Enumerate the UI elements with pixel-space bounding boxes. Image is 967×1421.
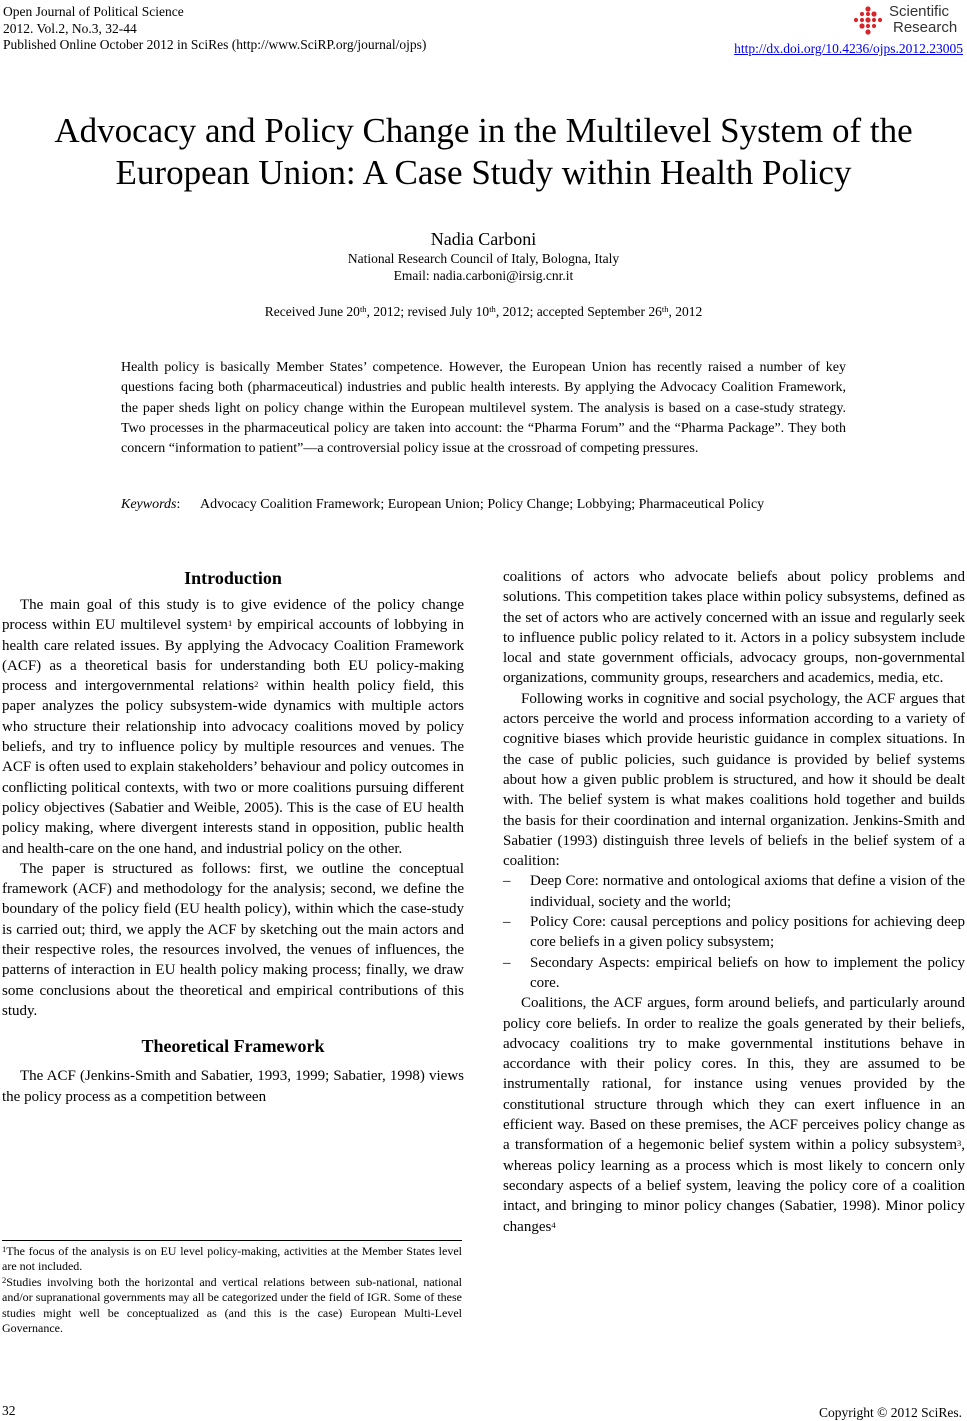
author-affiliation bbox=[0, 250, 967, 284]
section-heading-introduction: Introduction bbox=[184, 568, 282, 588]
footnote-ref-2: 2 bbox=[254, 679, 259, 690]
footnote-ref-3: 3 bbox=[957, 1138, 962, 1149]
intro-paragraph-1 bbox=[2, 595, 464, 859]
intro-p1-b: by empirical accounts of lobbying in health care related issues. By applying the Advocacy Coalition Framework (ACF) as a theoretical basis for understanding both EU policy-making process and intergovernmental relations bbox=[2, 617, 464, 695]
author-name: Nadia Carboni bbox=[430, 229, 537, 249]
logo-text bbox=[889, 4, 957, 36]
footnotes bbox=[2, 1244, 462, 1336]
logo-dot bbox=[865, 6, 870, 11]
journal-volume: 2012. Vol.2, No.3, 32-44 bbox=[3, 20, 137, 36]
revised-sup: th bbox=[489, 304, 496, 314]
keywords: Keywords: Advocacy Coalition Framework; European Union; Policy Change; Lobbying; Pharmaceutical Policy bbox=[121, 495, 846, 515]
keywords-text: Advocacy Coalition Framework; European Union; Policy Change; Lobbying; Pharmaceutical Policy bbox=[200, 497, 765, 512]
list-dash: – bbox=[503, 914, 511, 931]
logo-dot bbox=[866, 12, 870, 16]
title-line-2: European Union: A Case Study within Health Policy bbox=[115, 153, 852, 192]
belief-levels-list bbox=[503, 871, 965, 993]
logo-line-2: Research bbox=[893, 19, 958, 36]
footnote-ref-1: 1 bbox=[227, 618, 233, 629]
intro-p1-c: within health policy field, this paper analyzes the policy subsystem-wide dynamics with multiple actors who structure their relationship into advocacy coalitions moved by policy beliefs, and try to influence policy by multiple resources and venues. The ACF is often used to explain stakeholders’ behaviour and policy outcomes in conflicting political contexts, with two or more coalitions pursuing different policy objectives (Sabatier and Weible, 2005). This is the case of EU health policy making, where divergent interests stand in opposition, public health and health-care on the one hand, and industrial policy on the other. bbox=[2, 678, 464, 857]
author-email: Email: nadia.carboni@irsig.cnr.it bbox=[393, 268, 574, 283]
theory-paragraph-1-continued: coalitions of actors who advocate beliefs about policy problems and solutions. This competition takes place within policy subsystems, defined as the set of actors who are actively concerned with an issue and regularly seek to influence public policy related to it. Actors in a policy subsystem include local and state government officials, advocacy groups, non-governmental organizations, community groups, researchers and academics, media, etc. bbox=[503, 569, 965, 687]
journal-info bbox=[3, 4, 426, 54]
logo-dot bbox=[878, 18, 882, 22]
footnote-2-number: 2 bbox=[2, 1274, 7, 1285]
abstract: Health policy is basically Member States’ competence. However, the European Union has recently raised a number of key questions facing both (pharmaceutical) industries and public health interests. By applying the Advocacy Coalition Framework, the paper sheds light on policy change within the European multilevel system. The analysis is based on a case-study strategy. Two processes in the pharmaceutical policy are taken into account: the “Pharma Forum” and the “Pharma Package”. They both concern “information to patient”—a controversial policy issue at the crossroad of competing pressures. bbox=[121, 360, 846, 457]
logo-dot bbox=[859, 23, 864, 28]
logo-dot bbox=[866, 24, 870, 28]
list-item bbox=[503, 871, 965, 912]
theory-p3-a: Coalitions, the ACF argues, form around beliefs, and particularly around policy core beliefs. In order to realize the goals generated by their beliefs, advocacy coalitions try to make governmental institutions behave in accordance with their policy cores. In this, they are assumed to be instrumentally rational, for instance using venues provided by the constitutional structure through which they can exert influence in an efficient way. Based on these premises, the ACF perceives policy change as a transformation of a hegemonic belief system within a policy subsystem bbox=[503, 995, 965, 1154]
list-item-text: Policy Core: causal perceptions and policy positions for achieving deep core beliefs in a given policy subsystem; bbox=[530, 914, 965, 951]
left-column bbox=[2, 567, 464, 1107]
dates-end: , 2012 bbox=[668, 304, 703, 319]
copyright-notice: Copyright © 2012 SciRes. bbox=[818, 1405, 962, 1420]
accepted-date: , 2012; accepted September 26 bbox=[495, 304, 662, 319]
received-sup: th bbox=[359, 304, 367, 314]
list-item-text: Deep Core: normative and ontological axioms that define a vision of the individual, society and the world; bbox=[530, 873, 965, 910]
intro-paragraph-2: The paper is structured as follows: first, we outline the conceptual framework (ACF) and methodology for the analysis; second, we define the boundary of the policy field (EU health policy), within which the case-study is carried out; third, we apply the ACF by sketching out the main actors and their respective roles, the resources involved, the venues of influences, the patterns of interaction in EU health policy making process; finally, we draw some conclusions about the theoretical and empirical contributions of this study. bbox=[2, 860, 464, 1019]
affiliation-text: National Research Council of Italy, Bologna, Italy bbox=[347, 251, 620, 266]
accepted-sup: th bbox=[661, 304, 669, 314]
journal-header bbox=[3, 4, 965, 56]
revised-date: , 2012; revised July 10 bbox=[366, 304, 490, 319]
right-column bbox=[503, 567, 965, 1237]
logo-dot bbox=[854, 18, 858, 22]
section-heading-theoretical-framework: Theoretical Framework bbox=[141, 1036, 325, 1057]
list-item bbox=[503, 953, 965, 994]
theory-paragraph-2: Following works in cognitive and social psychology, the ACF argues that actors perceive the world and process information according to a variety of cognitive biases which provide heuristic guidance in complex situations. In the case of public policies, such guidance is provided by belief systems about how a given public problem is structured, and how it should be dealt with. The belief system is what makes coalitions hold together and builds the basis for their coordination and internal organization. Jenkins-Smith and Sabatier (1993) distinguish three levels of beliefs in the belief system of a coalition: bbox=[503, 690, 965, 870]
list-item-text: Secondary Aspects: empirical beliefs on how to implement the policy core. bbox=[530, 954, 965, 991]
intro-p1-a: The main goal of this study is to give evidence of the policy change process within EU multilevel system bbox=[2, 597, 464, 634]
footnote-ref-4: 4 bbox=[551, 1219, 556, 1230]
journal-name: Open Journal of Political Science bbox=[3, 4, 184, 19]
footnote-1 bbox=[2, 1244, 462, 1275]
journal-published: Published Online October 2012 in SciRes (http://www.SciRP.org/journal/ojps) bbox=[3, 37, 427, 52]
list-item bbox=[503, 912, 965, 953]
logo-dot bbox=[865, 29, 870, 34]
logo-dot bbox=[872, 24, 876, 28]
article-title bbox=[0, 110, 967, 194]
page-number: 32 bbox=[2, 1403, 16, 1418]
title-line-1: Advocacy and Policy Change in the Multilevel System of the bbox=[54, 111, 913, 150]
logo-dot bbox=[872, 18, 876, 22]
footnote-rule bbox=[2, 1240, 462, 1241]
doi-link[interactable]: http://dx.doi.org/10.4236/ojps.2012.23005 bbox=[734, 41, 963, 56]
logo-line-1: Scientific bbox=[889, 3, 950, 20]
footnote-1-number: 1 bbox=[2, 1244, 7, 1254]
logo-dot bbox=[860, 12, 864, 16]
scientific-research-logo bbox=[851, 4, 961, 40]
footnote-1-text: The focus of the analysis is on EU level policy-making, activities at the Member States level are not included. bbox=[2, 1244, 462, 1274]
list-dash: – bbox=[503, 873, 511, 890]
received-date: Received June 20 bbox=[264, 304, 360, 319]
list-dash: – bbox=[503, 954, 511, 971]
theory-paragraph-3 bbox=[503, 993, 965, 1237]
footnote-2 bbox=[2, 1275, 462, 1337]
keywords-label: Keywords bbox=[121, 497, 177, 512]
logo-dot bbox=[865, 17, 870, 22]
logo-dots-icon bbox=[851, 6, 885, 36]
logo-dot bbox=[871, 11, 876, 16]
article-dates bbox=[0, 303, 967, 320]
footnote-2-text: Studies involving both the horizontal and vertical relations between sub-national, national and/or supranational governments may all be categorized under the field of IGR. Some of these studies might well be conceptualized as (and this is the case) European Multi-Level Governance. bbox=[2, 1274, 462, 1336]
theory-paragraph-1: The ACF (Jenkins-Smith and Sabatier, 1993, 1999; Sabatier, 1998) views the policy process as a competition between bbox=[2, 1068, 464, 1105]
logo-dot bbox=[860, 18, 864, 22]
theory-p3-b: , whereas policy learning as a process which is most likely to concern only secondary aspects of a belief system, leaving the policy core of a coalition intact, and bringing to minor policy changes (Sabatier, 1998). Minor policy changes bbox=[503, 1137, 965, 1235]
